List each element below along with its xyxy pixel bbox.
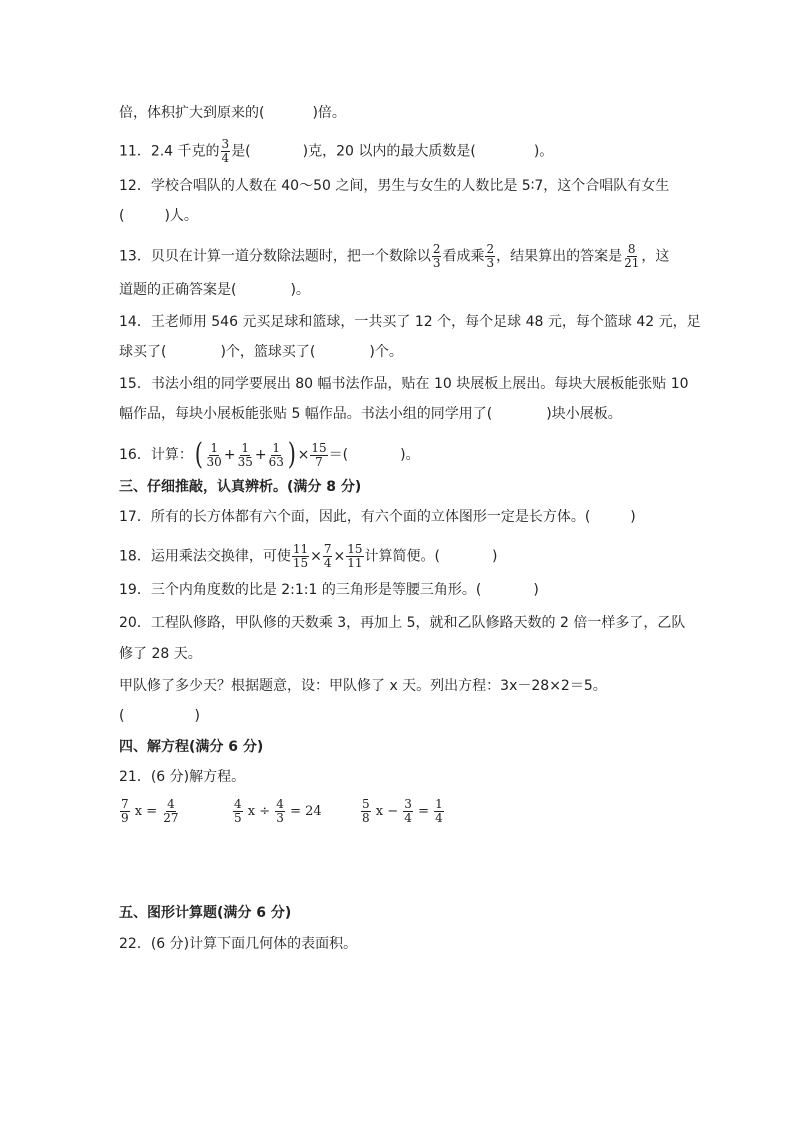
question-13-line2: 道题的正确答案是( )。 bbox=[119, 282, 310, 298]
equation-2: $\frac{4}{5}$ x ÷ $\frac{4}{3}$ = 24 bbox=[234, 797, 322, 825]
question-13-line1: 13．贝贝在计算一道分数除法题时，把一个数除以 $\frac{2}{3}$ 看成乘 $\frac{2}{3}$ ，结果算出的答案是 $\frac{8}{21}$ ，这 bbox=[119, 242, 670, 270]
question-14-line2: 球买了( )个，篮球买了( )个。 bbox=[119, 344, 403, 360]
question-11: 11．2.4 千克的 $\frac{3}{4}$ 是( )克，20 以内的最大质数是( )。 bbox=[119, 137, 554, 165]
section-4-title: 四、解方程(满分 6 分) bbox=[119, 739, 264, 755]
q10-continuation: 倍，体积扩大到原来的( )倍。 bbox=[119, 105, 346, 121]
question-12-line2: ( )人。 bbox=[119, 208, 198, 224]
equation-3: $\frac{5}{8}$ x − $\frac{3}{4}$ = $\frac{1}{4}$ bbox=[362, 797, 443, 825]
question-20-line4: ( ) bbox=[119, 708, 200, 724]
equation-1: $\frac{7}{9}$ x = $\frac{4}{27}$ bbox=[121, 797, 179, 825]
question-22: 22．(6 分)计算下面几何体的表面积。 bbox=[119, 936, 358, 952]
right-paren-icon: ) bbox=[287, 437, 296, 472]
question-15-line1: 15．书法小组的同学要展出 80 幅书法作品，贴在 10 块展板上展出。每块大展板能张贴 10 bbox=[119, 376, 689, 392]
question-19: 19．三个内角度数的比是 2:1:1 的三角形是等腰三角形。( ) bbox=[119, 582, 539, 598]
question-20-line1: 20．工程队修路，甲队修的天数乘 3，再加上 5，就和乙队修路天数的 2 倍一样多了，乙队 bbox=[119, 615, 686, 631]
fraction: $\frac{2}{3}$ bbox=[486, 242, 495, 270]
question-21: 21．(6 分)解方程。 bbox=[119, 769, 246, 785]
section-3-title: 三、仔细推敲，认真辨析。(满分 8 分) bbox=[119, 479, 362, 495]
question-16: 16．计算：( $\frac{1}{30}$ + $\frac{1}{35}$ + $\frac{1}{63}$ ) × $\frac{15}{7}$ ＝( )。 bbox=[119, 437, 420, 472]
question-17: 17．所有的长方体都有六个面，因此，有六个面的立体图形一定是长方体。( ) bbox=[119, 509, 636, 525]
question-20-line2: 修了 28 天。 bbox=[119, 646, 202, 662]
section-5-title: 五、图形计算题(满分 6 分) bbox=[119, 905, 292, 921]
question-18: 18．运用乘法交换律，可使 $\frac{11}{15}$ × $\frac{7}{4}$ × $\frac{15}{11}$ 计算简便。( ) bbox=[119, 542, 498, 570]
left-paren-icon: ( bbox=[194, 437, 203, 472]
fraction: $\frac{3}{4}$ bbox=[221, 137, 230, 165]
question-12-line1: 12．学校合唱队的人数在 40～50 之间，男生与女生的人数比是 5∶7，这个合唱队有女生 bbox=[119, 178, 670, 194]
question-20-line3: 甲队修了多少天？根据题意，设：甲队修了 x 天。列出方程：3x－28×2＝5。 bbox=[119, 678, 607, 694]
question-15-line2: 幅作品，每块小展板能张贴 5 幅作品。书法小组的同学用了( )块小展板。 bbox=[119, 406, 622, 422]
question-14-line1: 14．王老师用 546 元买足球和篮球，一共买了 12 个，每个足球 48 元，每个篮球 42 元，足 bbox=[119, 314, 701, 330]
fraction: $\frac{8}{21}$ bbox=[624, 242, 640, 270]
fraction: $\frac{2}{3}$ bbox=[432, 242, 441, 270]
